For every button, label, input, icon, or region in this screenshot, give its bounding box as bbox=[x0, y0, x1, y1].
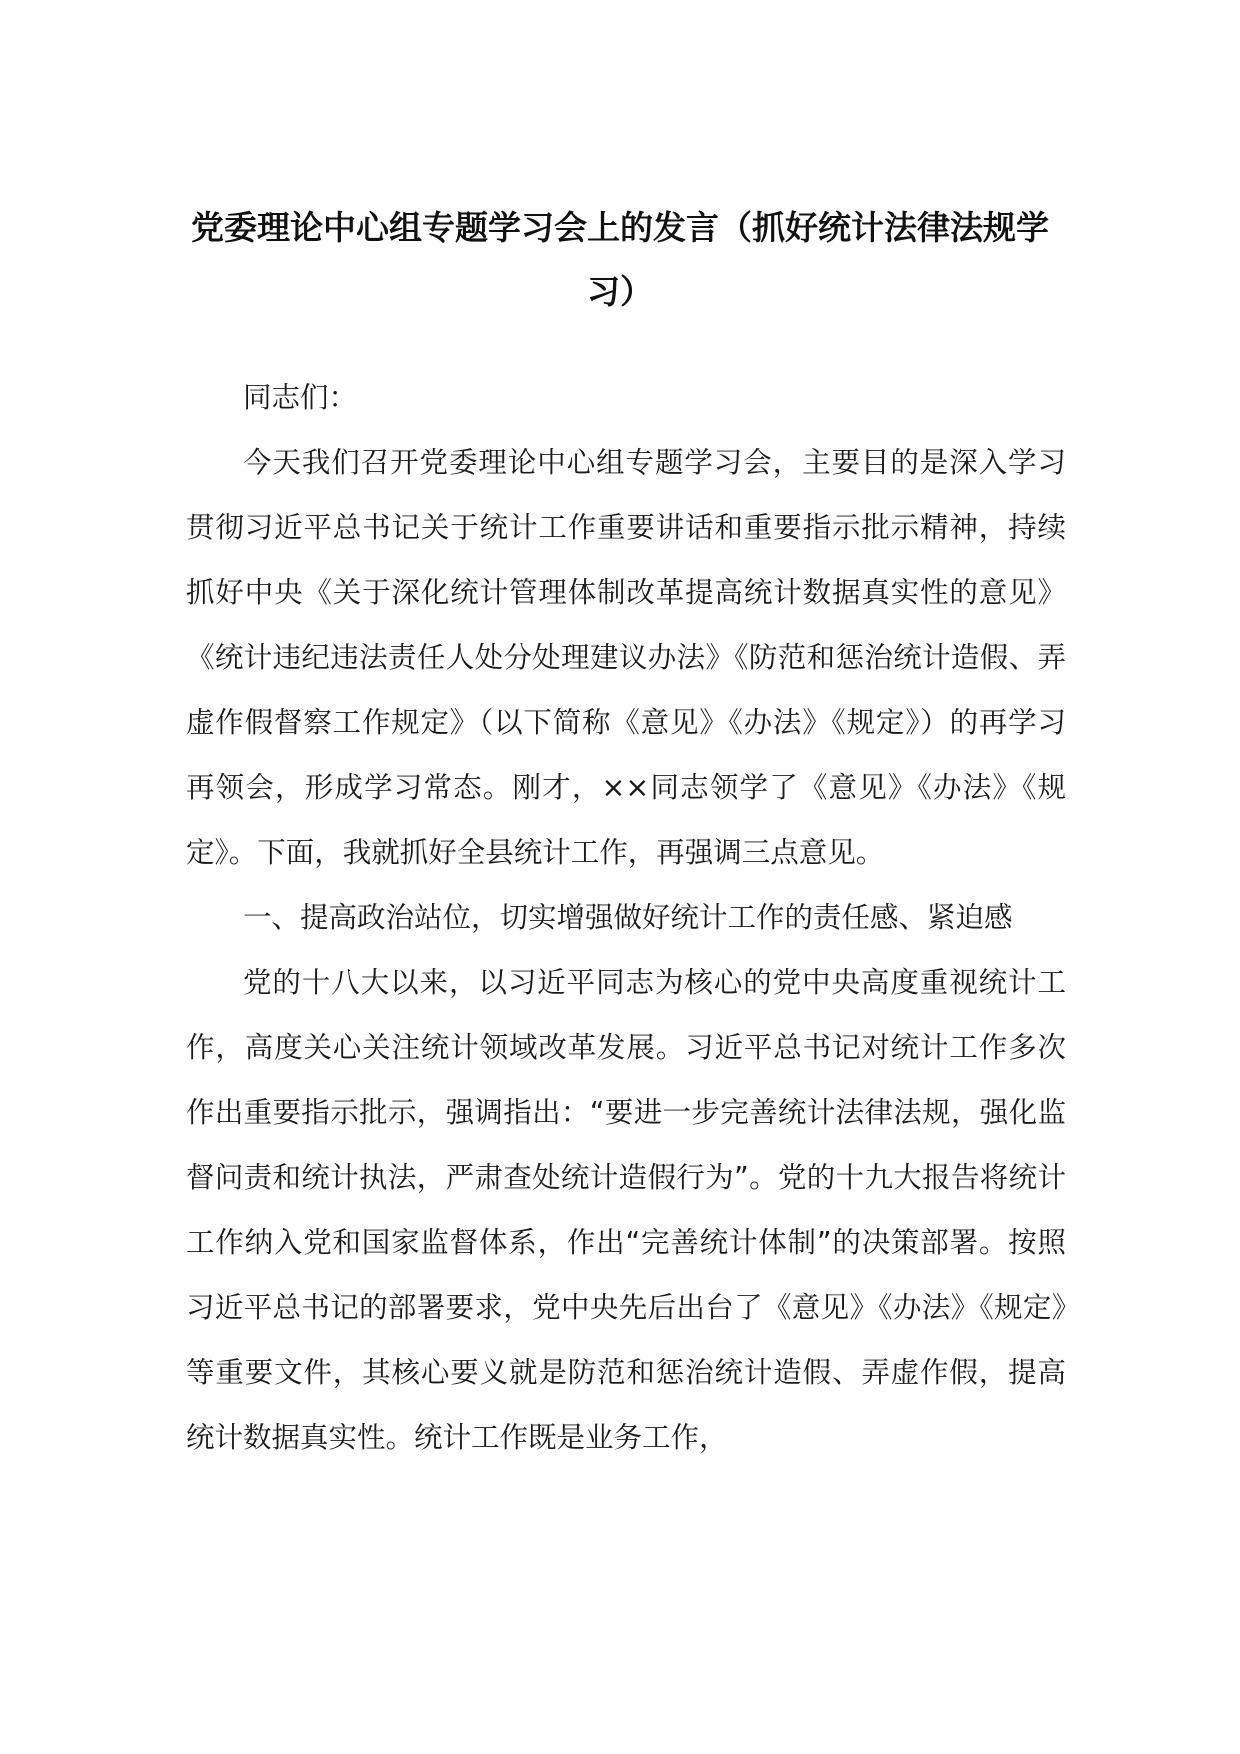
intro-paragraph: 今天我们召开党委理论中心组专题学习会，主要目的是深入学习贯彻习近平总书记关于统计工作重要讲话和重要指示批示精神，持续抓好中央《关于深化统计管理体制改革提高统计数据真实性的意见》《统计违纪违法责任人处分处理建议办法》《防范和惩治统计造假、弄虚作假督察工作规定》（以下简称《意见》《办法》《规定》）的再学习再领会，形成学习常态。刚才，××同志领学了《意见》《办法》《规定》。下面，我就抓好全县统计工作，再强调三点意见。 bbox=[186, 446, 1066, 869]
salutation-paragraph: 同志们： bbox=[243, 381, 358, 414]
document-body bbox=[186, 365, 1066, 1470]
document-title: 党委理论中心组专题学习会上的发言（抓好统计法律法规学习） bbox=[191, 208, 1049, 311]
section-heading-1: 一、提高政治站位，切实增强做好统计工作的责任感、紧迫感 bbox=[243, 901, 1013, 934]
section-1-paragraph: 党的十八大以来，以习近平同志为核心的党中央高度重视统计工作，高度关心关注统计领域改革发展。习近平总书记对统计工作多次作出重要指示批示，强调指出：“要进一步完善统计法律法规，强化监督问责和统计执法，严肃查处统计造假行为”。党的十九大报告将统计工作纳入党和国家监督体系，作出“完善统计体制”的决策部署。按照习近平总书记的部署要求，党中央先后出台了《意见》《办法》《规定》等重要文件，其核心要义就是防范和惩治统计造假、弄虚作假，提高统计数据真实性。统计工作既是业务工作， bbox=[186, 966, 1066, 1454]
